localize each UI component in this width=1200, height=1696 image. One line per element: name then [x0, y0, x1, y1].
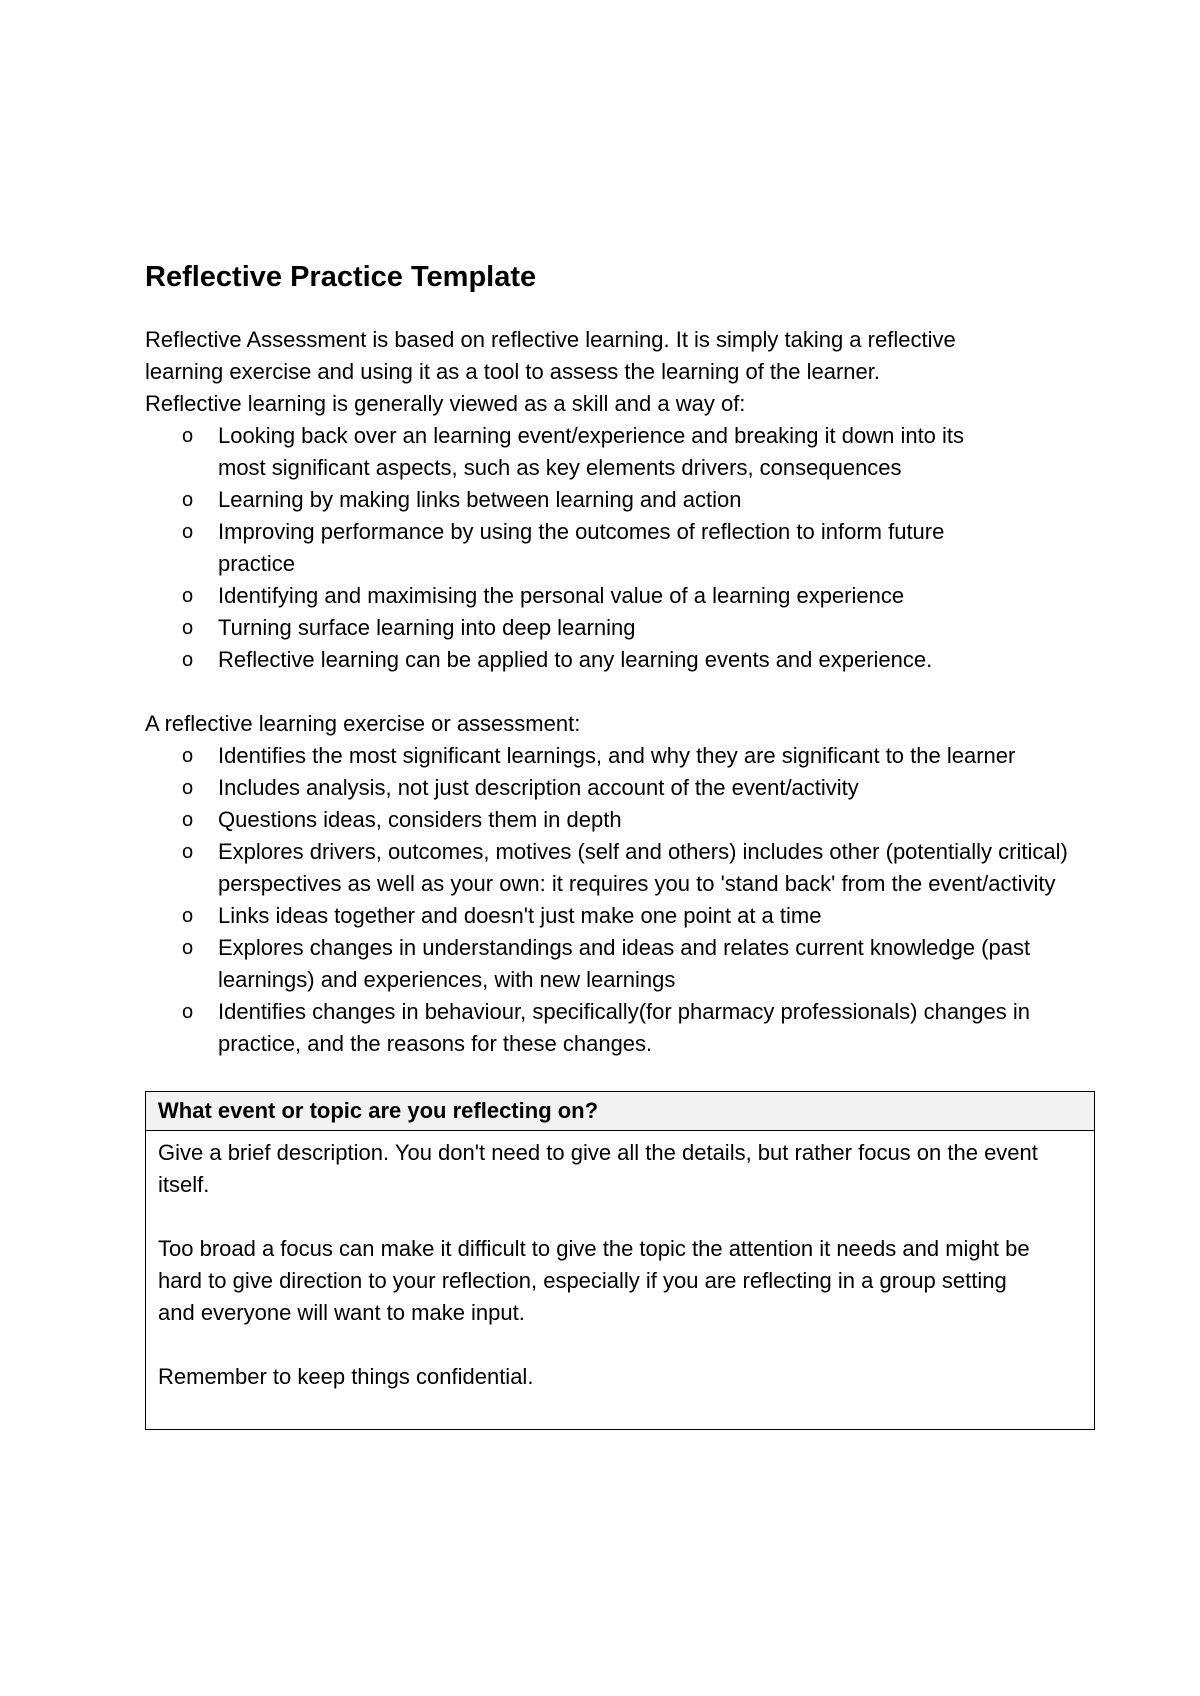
list-item: o Identifies changes in behaviour, specifically(for pharmacy professionals) changes in practice, and the reasons for these changes. — [145, 996, 1108, 1060]
spacer — [145, 676, 1095, 708]
list-item: o Explores changes in understandings and ideas and relates current knowledge (past learnings) and experiences, with new learnings — [145, 932, 1078, 996]
list-item: o Turning surface learning into deep learning — [145, 612, 1095, 644]
bullet-marker: o — [182, 937, 194, 959]
bullet-marker: o — [182, 521, 194, 543]
intro-paragraph-1: Reflective Assessment is based on reflective learning. It is simply taking a reflective learning exercise and using it as a tool to assess the learning of the learner. — [145, 327, 956, 384]
reflection-table — [145, 1091, 1095, 1430]
intro-paragraph-2: Reflective learning is generally viewed as a skill and a way of: — [145, 391, 746, 416]
list-item: o Identifies the most significant learnings, and why they are significant to the learner — [145, 740, 1018, 772]
list-item: o Explores drivers, outcomes, motives (self and others) includes other (potentially critical) perspectives as well as your own: it requires you to 'stand back' from the event/activity — [145, 836, 1098, 900]
list-item: o Looking back over an learning event/experience and breaking it down into its most significant aspects, such as key elements drivers, consequences — [145, 420, 978, 484]
bullet-marker: o — [182, 777, 194, 799]
list-item: o Identifying and maximising the personal value of a learning experience — [145, 580, 1095, 612]
list-item: o Learning by making links between learning and action — [145, 484, 1095, 516]
list-item: o Links ideas together and doesn't just make one point at a time — [145, 900, 1095, 932]
bullet-marker: o — [182, 649, 194, 671]
table-heading: What event or topic are you reflecting on? — [146, 1092, 1094, 1131]
bullet-marker: o — [182, 489, 194, 511]
assessment-list — [145, 740, 1095, 1060]
bullet-marker: o — [182, 425, 194, 447]
table-paragraph-1: Give a brief description. You don't need to give all the details, but rather focus on the event itself. — [158, 1140, 1038, 1197]
bullet-marker: o — [182, 841, 194, 863]
list-item: o Includes analysis, not just description account of the event/activity — [145, 772, 1095, 804]
bullet-marker: o — [182, 585, 194, 607]
list-item: o Improving performance by using the outcomes of reflection to inform future practice — [145, 516, 978, 580]
table-paragraph-2: Too broad a focus can make it difficult to give the topic the attention it needs and might be hard to give direction to your reflection, especially if you are reflecting in a group setting and everyone will want to make input. — [158, 1236, 1030, 1325]
bullet-marker: o — [182, 617, 194, 639]
page-title: Reflective Practice Template — [145, 261, 537, 293]
bullet-marker: o — [182, 745, 194, 767]
table-body — [146, 1131, 1094, 1429]
reflective-learning-list — [145, 420, 1095, 676]
bullet-marker: o — [182, 809, 194, 831]
bullet-marker: o — [182, 905, 194, 927]
list-item: o Questions ideas, considers them in depth — [145, 804, 1095, 836]
table-paragraph-3: Remember to keep things confidential. — [158, 1364, 534, 1389]
list-item: o Reflective learning can be applied to any learning events and experience. — [145, 644, 1095, 676]
section2-intro: A reflective learning exercise or assessment: — [145, 711, 581, 736]
document-page — [145, 260, 1095, 1430]
bullet-marker: o — [182, 1001, 194, 1023]
